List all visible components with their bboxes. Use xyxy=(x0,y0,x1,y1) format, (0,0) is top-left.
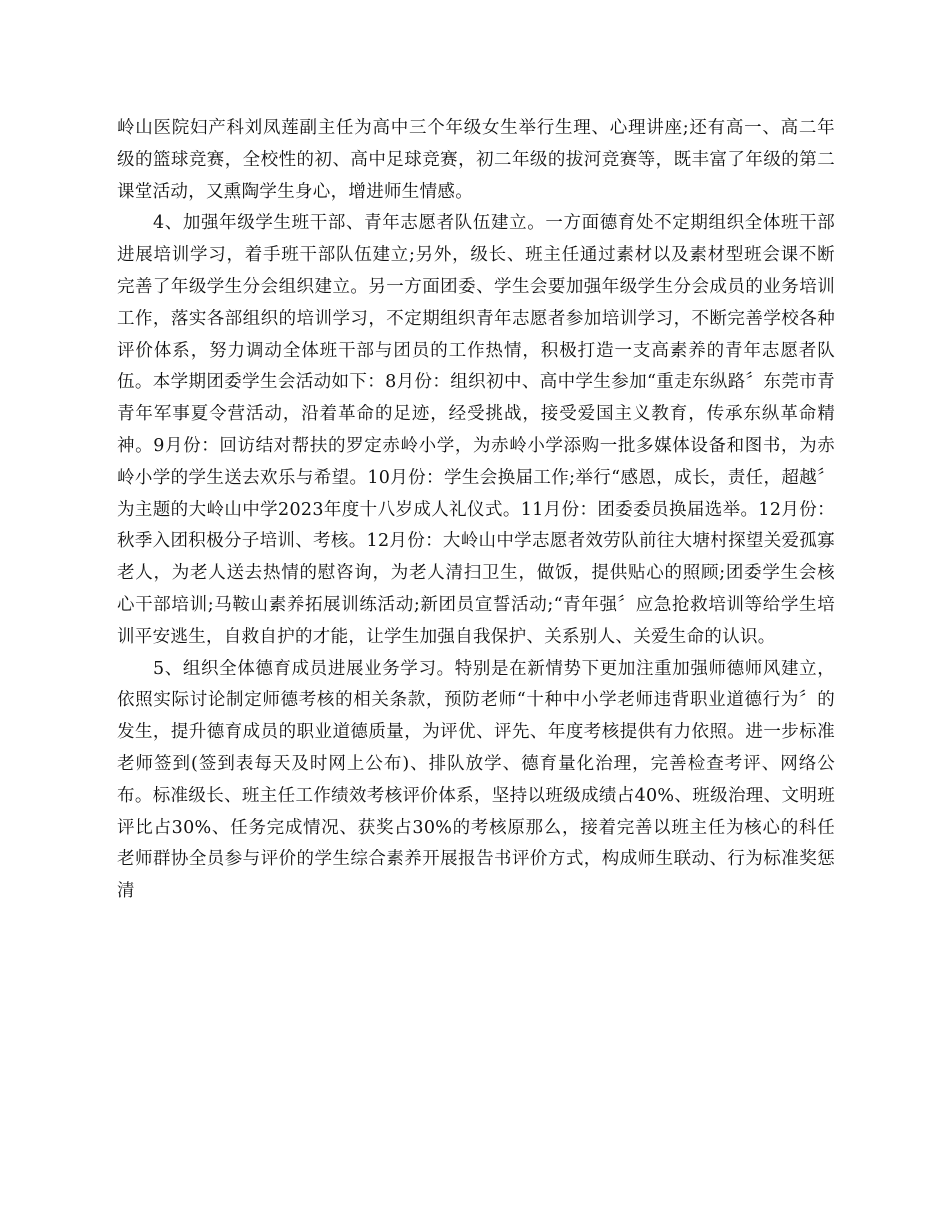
paragraph-item-5: 5、组织全体德育成员进展业务学习。特别是在新情势下更加注重加强师德师风建立，依照实际讨论制定师德考核的相关条款，预防老师“十种中小学老师违背职业道德行为〞的发生，提升德育成员的职业道德质量，为评优、评先、年度考核提供有力依照。进一步标准老师签到(签到表每天及时网上公布)、排队放学、德育量化治理，完善检查考评、网络公布。标准级长、班主任工作绩效考核评价体系，坚持以班级成绩占40%、班级治理、文明班评比占30%、任务完成情况、获奖占30%的考核原那么，接着完善以班主任为核心的科任老师群协全员参与评价的学生综合素养开展报告书评价方式，构成师生联动、行为标准奖惩清 xyxy=(117,658,835,902)
document-page xyxy=(117,113,835,908)
paragraph-continuation: 岭山医院妇产科刘凤莲副主任为高中三个年级女生举行生理、心理讲座;还有高一、高二年级的篮球竞赛，全校性的初、高中足球竞赛，初二年级的拔河竞赛等，既丰富了年级的第二课堂活动，又熏陶学生身心，增进师生情感。 xyxy=(117,118,835,202)
paragraph-item-4: 4、加强年级学生班干部、青年志愿者队伍建立。一方面德育处不定期组织全体班干部进展培训学习，着手班干部队伍建立;另外，级长、班主任通过素材以及素材型班会课不断完善了年级学生分会组织建立。另一方面团委、学生会要加强年级学生分会成员的业务培训工作，落实各部组织的培训学习，不定期组织青年志愿者参加培训学习，不断完善学校各种评价体系，努力调动全体班干部与团员的工作热情，积极打造一支高素养的青年志愿者队伍。本学期团委学生会活动如下：8月份：组织初中、高中学生参加“重走东纵路〞东莞市青青年军事夏令营活动，沿着革命的足迹，经受挑战，接受爱国主义教育，传承东纵革命精神。9月份：回访结对帮扶的罗定赤岭小学，为赤岭小学添购一批多媒体设备和图书，为赤岭小学的学生送去欢乐与希望。10月份：学生会换届工作;举行“感恩，成长，责任，超越〞为主题的大岭山中学2023年度十八岁成人礼仪式。11月份：团委委员换届选举。12月份：秋季入团积极分子培训、考核。12月份：大岭山中学志愿者效劳队前往大塘村探望关爱孤寡老人，为老人送去热情的慰咨询，为老人清扫卫生，做饭，提供贴心的照顾;团委学生会核心干部培训;马鞍山素养拓展训练活动;新团员宣誓活动;“青年强〞应急抢救培训等给学生培训平安逃生，自救自护的才能，让学生加强自我保护、关系别人、关爱生命的认识。 xyxy=(117,213,835,647)
